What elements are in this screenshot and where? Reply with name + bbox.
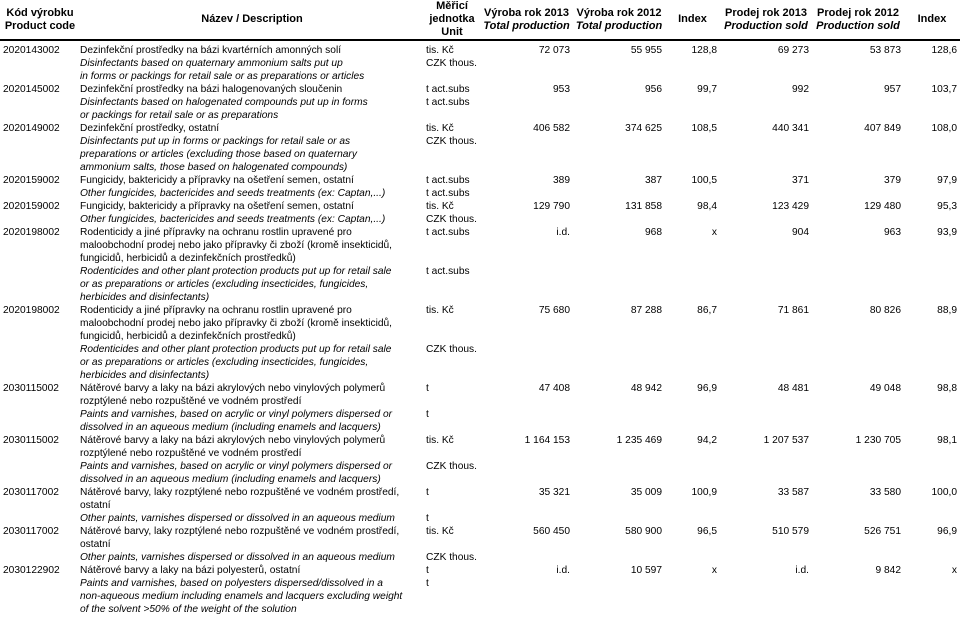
index-sold: x <box>951 565 957 576</box>
description-cz-line: Nátěrové barvy a laky na bázi akrylových nebo vinylových polymerů <box>80 435 386 446</box>
unit-spacer <box>426 317 478 330</box>
production-2012: 374 625 <box>625 123 662 134</box>
index-production: 100,9 <box>691 487 717 498</box>
description-cz-line: maloobchodní prodej nebo jako přípravky či zboží (kromě insekticidů, <box>80 318 393 329</box>
sold-2012: 49 048 <box>869 383 901 394</box>
product-code: 2020145002 <box>3 84 60 95</box>
index-sold: 97,9 <box>937 175 957 186</box>
unit-en: CZK thous. <box>426 58 477 69</box>
sold-2012: 526 751 <box>864 526 901 537</box>
unit-cz: tis. Kč <box>426 123 454 134</box>
table-row <box>0 486 960 525</box>
production-2013: 35 321 <box>538 487 570 498</box>
unit-cell <box>424 83 480 122</box>
unit-en: CZK thous. <box>426 552 477 563</box>
production-2013: i.d. <box>556 565 570 576</box>
table-row <box>0 200 960 226</box>
product-code: 2030122902 <box>3 565 60 576</box>
sold-2012: 957 <box>884 84 901 95</box>
sold-2013: i.d. <box>795 565 809 576</box>
table-row <box>0 122 960 174</box>
description-en-line: Rodenticides and other plant protection products put up for retail sale <box>80 344 392 355</box>
sold-2012: 33 580 <box>869 487 901 498</box>
description-en-line: Paints and varnishes, based on acrylic or vinyl polymers dispersed or <box>80 461 392 472</box>
sold-2012: 1 230 705 <box>855 435 901 446</box>
index-sold: 95,3 <box>937 201 957 212</box>
sold-2013: 1 207 537 <box>763 435 809 446</box>
description-en-line: Other paints, varnishes dispersed or dissolved in an aqueous medium <box>80 552 395 563</box>
description-cz-line: fungicidů, herbicidů a dezinfekčních prostředků) <box>80 331 296 342</box>
unit-cell <box>424 525 480 564</box>
sold-2013: 33 587 <box>777 487 809 498</box>
unit-cz: t act.subs <box>426 227 470 238</box>
unit-cz: tis. Kč <box>426 435 454 446</box>
table-row <box>0 174 960 200</box>
sold-2012: 9 842 <box>875 565 901 576</box>
description-cz-line: fungicidů, herbicidů a dezinfekčních prostředků) <box>80 253 296 264</box>
product-code: 2020159002 <box>3 201 60 212</box>
description-cz-line: Nátěrové barvy, laky rozptýlené nebo rozpuštěné ve vodném prostředí, <box>80 487 400 498</box>
description-cz-line: Dezinfekční prostředky na bázi kvartérních amonných solí <box>80 45 342 56</box>
description-en-line: Other fungicides, bactericides and seeds treatments (ex: Captan,...) <box>80 188 386 199</box>
unit-cz: t <box>426 383 429 394</box>
production-2012: 131 858 <box>625 201 662 212</box>
sold-2013: 510 579 <box>772 526 809 537</box>
index-sold: 108,0 <box>931 123 957 134</box>
description-en-line: dissolved in an aqueous medium (including enamels and lacquers) <box>80 474 381 485</box>
description-en-line: in forms or packings for retail sale or as preparations or articles <box>80 71 365 82</box>
description-cz-line: ostatní <box>80 539 111 550</box>
description-cz-line: maloobchodní prodej nebo jako přípravky či zboží (kromě insekticidů, <box>80 240 393 251</box>
production-2012: 580 900 <box>625 526 662 537</box>
unit-spacer <box>426 330 478 343</box>
unit-cell <box>424 382 480 434</box>
sold-2013: 48 481 <box>777 383 809 394</box>
product-code: 2020159002 <box>3 175 60 186</box>
description-en-line: Disinfectants based on quaternary ammonium salts put up <box>80 58 343 69</box>
unit-cell <box>424 434 480 486</box>
unit-spacer <box>426 395 478 408</box>
product-description <box>80 486 424 525</box>
header-code: Kód výrobku Product code <box>0 0 80 40</box>
production-2012: 55 955 <box>630 45 662 56</box>
header-index-sold: Index <box>904 0 960 40</box>
product-description <box>80 304 424 382</box>
index-sold: 100,0 <box>931 487 957 498</box>
description-cz-line: rozptýlené nebo rozpuštěné ve vodném prostředí <box>80 448 302 459</box>
product-code: 2020149002 <box>3 123 60 134</box>
unit-en: CZK thous. <box>426 344 477 355</box>
unit-cz: t <box>426 565 429 576</box>
index-production: 96,5 <box>697 526 717 537</box>
product-description <box>80 525 424 564</box>
production-2013: 953 <box>553 84 570 95</box>
description-cz-line: Dezinfekční prostředky na bázi halogenovaných sloučenin <box>80 84 343 95</box>
description-en-line: ammonium salts, those based on halogenated compounds) <box>80 162 348 173</box>
sold-2012: 407 849 <box>864 123 901 134</box>
unit-cell <box>424 226 480 304</box>
unit-spacer <box>426 538 478 551</box>
unit-cz: tis. Kč <box>426 526 454 537</box>
unit-spacer <box>426 252 478 265</box>
description-en-line: or packings for retail sale or as preparations <box>80 110 279 121</box>
unit-en: t act.subs <box>426 97 470 108</box>
index-production: 100,5 <box>691 175 717 186</box>
header-prod-2012: Výroba rok 2012 Total production <box>573 0 665 40</box>
description-en-line: herbicides and disinfectants) <box>80 370 210 381</box>
index-production: x <box>711 565 717 576</box>
product-code: 2030115002 <box>3 383 59 394</box>
unit-cz: tis. Kč <box>426 45 454 56</box>
index-sold: 98,1 <box>937 435 957 446</box>
product-description <box>80 382 424 434</box>
unit-cz: t act.subs <box>426 84 470 95</box>
product-description <box>80 122 424 174</box>
product-description <box>80 226 424 304</box>
unit-cz: tis. Kč <box>426 305 454 316</box>
index-sold: 93,9 <box>937 227 957 238</box>
production-2012: 87 288 <box>630 305 662 316</box>
unit-cell <box>424 304 480 382</box>
description-en-line: or as preparations or articles (excluding insecticides, fungicides, <box>80 279 369 290</box>
product-code: 2020198002 <box>3 227 60 238</box>
unit-en: t <box>426 513 429 524</box>
production-2012: 956 <box>645 84 662 95</box>
sold-2013: 440 341 <box>772 123 809 134</box>
production-2013: 1 164 153 <box>524 435 570 446</box>
unit-cell <box>424 174 480 200</box>
index-production: 128,8 <box>691 45 717 56</box>
index-production: 99,7 <box>697 84 717 95</box>
product-description <box>80 83 424 122</box>
description-en-line: Other paints, varnishes dispersed or dissolved in an aqueous medium <box>80 513 395 524</box>
description-en-line: preparations or articles (excluding those based on quaternary <box>80 149 357 160</box>
index-sold: 88,9 <box>937 305 957 316</box>
product-description <box>80 44 424 83</box>
unit-en: t <box>426 409 429 420</box>
sold-2013: 123 429 <box>772 201 809 212</box>
description-cz-line: Fungicidy, baktericidy a přípravky na ošetření semen, ostatní <box>80 201 354 212</box>
sold-2012: 53 873 <box>869 45 901 56</box>
header-prod-2013: Výroba rok 2013 Total production <box>480 0 573 40</box>
table-row <box>0 564 960 616</box>
index-production: 94,2 <box>697 435 717 446</box>
description-en-line: of the solvent >50% of the weight of the solution <box>80 604 297 615</box>
sold-2012: 379 <box>884 175 901 186</box>
sold-2013: 69 273 <box>777 45 809 56</box>
index-sold: 98,8 <box>937 383 957 394</box>
description-cz-line: Nátěrové barvy, laky rozptýlené nebo rozpuštěné ve vodném prostředí, <box>80 526 400 537</box>
table-header-row <box>0 0 960 40</box>
header-unit: Měřicí jednotka Unit <box>424 0 480 40</box>
sold-2013: 904 <box>792 227 809 238</box>
table-row <box>0 83 960 122</box>
product-code: 2030117002 <box>3 526 59 537</box>
unit-spacer <box>426 447 478 460</box>
table-row <box>0 44 960 83</box>
unit-en: t act.subs <box>426 266 470 277</box>
unit-cell <box>424 564 480 616</box>
description-en-line: Rodenticides and other plant protection products put up for retail sale <box>80 266 392 277</box>
description-en-line: dissolved in an aqueous medium (including enamels and lacquers) <box>80 422 381 433</box>
unit-cz: tis. Kč <box>426 201 454 212</box>
description-en-line: Other fungicides, bactericides and seeds treatments (ex: Captan,...) <box>80 214 386 225</box>
description-cz-line: Dezinfekční prostředky, ostatní <box>80 123 220 134</box>
product-description <box>80 564 424 616</box>
production-2012: 1 235 469 <box>616 435 662 446</box>
product-code: 2020143002 <box>3 45 60 56</box>
unit-en: t <box>426 578 429 589</box>
table-body <box>0 40 960 616</box>
description-en-line: Paints and varnishes, based on acrylic or vinyl polymers dispersed or <box>80 409 392 420</box>
index-sold: 96,9 <box>937 526 957 537</box>
unit-cell <box>424 486 480 525</box>
description-en-line: non-aqueous medium including enamels and lacquers excluding weight <box>80 591 403 602</box>
description-cz-line: Rodenticidy a jiné přípravky na ochranu rostlin upravené pro <box>80 227 352 238</box>
table-row <box>0 304 960 382</box>
description-en-line: Disinfectants based on halogenated compounds put up in forms <box>80 97 368 108</box>
unit-en: t act.subs <box>426 188 470 199</box>
unit-spacer <box>426 239 478 252</box>
unit-cz: t <box>426 487 429 498</box>
table-row <box>0 525 960 564</box>
description-cz-line: Nátěrové barvy a laky na bázi akrylových nebo vinylových polymerů <box>80 383 386 394</box>
description-en-line: herbicides and disinfectants) <box>80 292 210 303</box>
production-2013: 560 450 <box>533 526 570 537</box>
sold-2013: 992 <box>792 84 809 95</box>
header-sold-2012: Prodej rok 2012 Production sold <box>812 0 904 40</box>
description-cz-line: rozptýlené nebo rozpuštěné ve vodném prostředí <box>80 396 302 407</box>
description-cz-line: Rodenticidy a jiné přípravky na ochranu rostlin upravené pro <box>80 305 352 316</box>
sold-2013: 371 <box>792 175 809 186</box>
sold-2012: 80 826 <box>869 305 901 316</box>
description-cz-line: Nátěrové barvy a laky na bázi polyesterů, ostatní <box>80 565 301 576</box>
index-production: 96,9 <box>697 383 717 394</box>
unit-cell <box>424 122 480 174</box>
production-2013: i.d. <box>556 227 570 238</box>
production-2012: 968 <box>645 227 662 238</box>
description-cz-line: Fungicidy, baktericidy a přípravky na ošetření semen, ostatní <box>80 175 354 186</box>
index-sold: 103,7 <box>931 84 957 95</box>
index-production: 98,4 <box>697 201 717 212</box>
description-en-line: Disinfectants put up in forms or packings for retail sale or as <box>80 136 351 147</box>
product-description <box>80 434 424 486</box>
production-2012: 35 009 <box>630 487 662 498</box>
production-2013: 47 408 <box>538 383 570 394</box>
index-production: x <box>711 227 717 238</box>
production-2012: 48 942 <box>630 383 662 394</box>
production-2013: 75 680 <box>538 305 570 316</box>
product-code: 2030115002 <box>3 435 59 446</box>
unit-cell <box>424 200 480 226</box>
description-cz-line: ostatní <box>80 500 111 511</box>
sold-2012: 963 <box>884 227 901 238</box>
production-2013: 389 <box>553 175 570 186</box>
table-row <box>0 434 960 486</box>
production-2013: 129 790 <box>533 201 570 212</box>
header-name: Název / Description <box>80 0 424 40</box>
table-row <box>0 226 960 304</box>
unit-en: CZK thous. <box>426 214 477 225</box>
product-description <box>80 174 424 200</box>
index-sold: 128,6 <box>931 45 957 56</box>
unit-en: CZK thous. <box>426 461 477 472</box>
production-2012: 10 597 <box>630 565 662 576</box>
product-code: 2020198002 <box>3 305 60 316</box>
sold-2012: 129 480 <box>864 201 901 212</box>
unit-en: CZK thous. <box>426 136 477 147</box>
description-en-line: Paints and varnishes, based on polyesters dispersed/dissolved in a <box>80 578 383 589</box>
index-production: 86,7 <box>697 305 717 316</box>
production-2013: 72 073 <box>538 45 570 56</box>
index-production: 108,5 <box>691 123 717 134</box>
unit-cell <box>424 44 480 83</box>
production-2013: 406 582 <box>533 123 570 134</box>
description-en-line: or as preparations or articles (excluding insecticides, fungicides, <box>80 357 369 368</box>
header-index: Index <box>665 0 720 40</box>
sold-2013: 71 861 <box>777 305 809 316</box>
product-description <box>80 200 424 226</box>
unit-cz: t act.subs <box>426 175 470 186</box>
unit-spacer <box>426 499 478 512</box>
table-row <box>0 382 960 434</box>
header-sold-2013: Prodej rok 2013 Production sold <box>720 0 812 40</box>
product-code: 2030117002 <box>3 487 59 498</box>
production-2012: 387 <box>645 175 662 186</box>
